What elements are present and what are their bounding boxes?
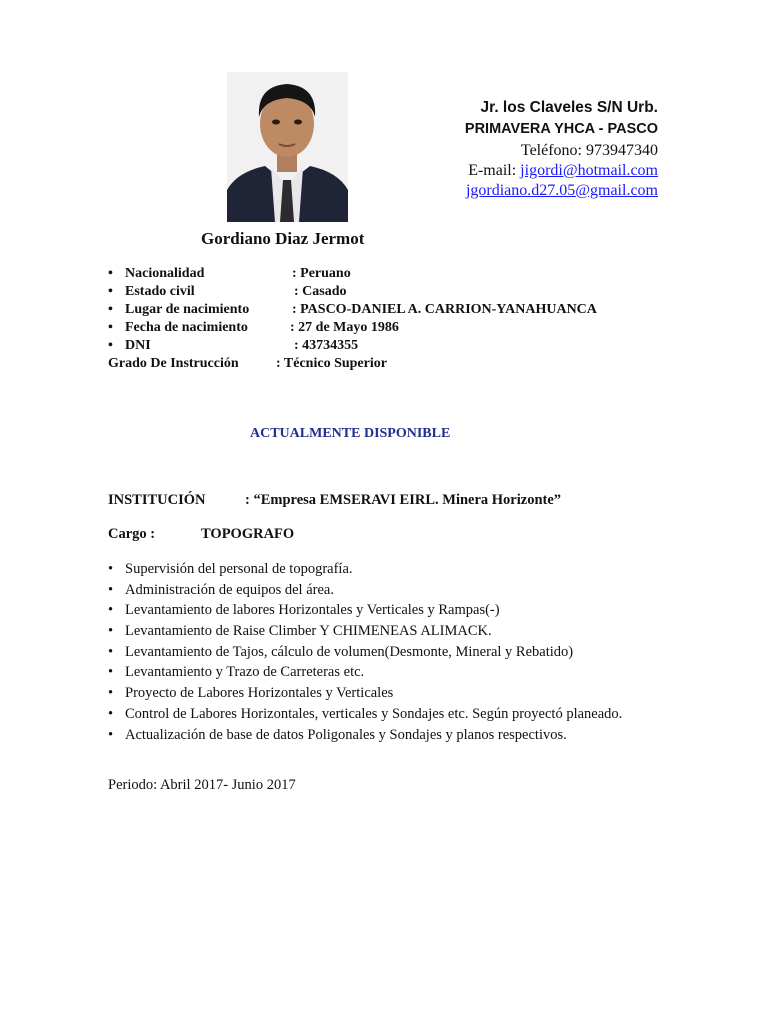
email-prefix: E-mail: (468, 162, 521, 179)
grado-label: Grado De Instrucción (108, 356, 239, 371)
info-value: : PASCO-DANIEL A. CARRION-YANAHUANCA (292, 302, 597, 317)
institution-line (108, 492, 562, 509)
task-text: Levantamiento y Trazo de Carreteras etc. (125, 664, 365, 681)
info-value: : 43734355 (294, 338, 359, 353)
task-text: Supervisión del personal de topografía. (125, 561, 353, 577)
bullet-icon: • (108, 320, 113, 335)
task-list (108, 559, 622, 745)
bullet-icon: • (108, 561, 114, 577)
email-link-1[interactable]: jigordi@hotmail.com (520, 162, 658, 179)
info-row-nacionalidad (108, 265, 351, 283)
list-item (108, 642, 622, 663)
bullet-icon: • (108, 266, 113, 281)
email-line-1 (468, 162, 658, 180)
portrait-photo (227, 72, 348, 222)
bullet-icon: • (108, 643, 114, 660)
email-link-2[interactable]: jgordiano.d27.05@gmail.com (465, 182, 658, 199)
task-text: Control de Labores Horizontales, verticales y Sondajes etc. Según proyectó planeado. (125, 705, 623, 722)
bullet-icon: • (108, 664, 114, 681)
bullet-icon: • (108, 623, 114, 640)
info-row-fecha-nacimiento (108, 319, 399, 337)
bullet-icon: • (108, 284, 113, 299)
info-value: : Casado (294, 284, 347, 299)
address-line-2: PRIMAVERA YHCA - PASCO (464, 121, 658, 137)
info-row-dni (108, 337, 359, 355)
bullet-icon: • (108, 685, 114, 702)
info-value: : Peruano (292, 266, 351, 281)
bullet-icon: • (108, 302, 113, 317)
info-label: DNI (125, 338, 151, 353)
info-label: Fecha de nacimiento (125, 320, 248, 335)
task-text: Levantamiento de Raise Climber Y CHIMENEAS ALIMACK. (125, 623, 492, 640)
task-text: Levantamiento de Tajos, cálculo de volumen(Desmonte, Mineral y Rebatido) (125, 643, 574, 660)
info-row-lugar-nacimiento (108, 301, 597, 319)
task-text: Levantamiento de labores Horizontales y Verticales y Rampas(-) (125, 602, 500, 619)
bullet-icon: • (108, 338, 113, 353)
grado-value: : Técnico Superior (276, 356, 387, 371)
cargo-value: TOPOGRAFO (201, 526, 295, 542)
bullet-icon: • (108, 602, 114, 619)
institution-label: INSTITUCIÓN (108, 492, 206, 508)
period-text: Periodo: Abril 2017- Junio 2017 (108, 777, 296, 793)
personal-info (108, 265, 597, 373)
info-label: Estado civil (125, 284, 195, 299)
cargo-line (108, 526, 295, 543)
info-row-grado (108, 355, 387, 373)
bullet-icon: • (108, 726, 114, 743)
list-item (108, 704, 622, 725)
task-text: Administración de equipos del área. (125, 581, 334, 598)
list-item (108, 621, 622, 642)
list-item (108, 580, 622, 601)
person-name: Gordiano Diaz Jermot (201, 229, 365, 248)
info-label: Nacionalidad (125, 266, 205, 281)
portrait-illustration (227, 72, 348, 222)
bullet-icon: • (108, 705, 114, 722)
phone-number: Teléfono: 973947340 (520, 142, 658, 159)
list-item (108, 662, 622, 683)
task-text: Proyecto de Labores Horizontales y Verticales (125, 685, 394, 702)
list-item (108, 600, 622, 621)
task-text: Actualización de base de datos Poligonales y Sondajes y planos respectivos. (125, 726, 567, 743)
address-line-1: Jr. los Claveles S/N Urb. (480, 99, 658, 116)
cargo-label: Cargo : (108, 526, 156, 542)
info-row-estado-civil (108, 283, 347, 301)
info-label: Lugar de nacimiento (125, 302, 250, 317)
institution-value: : “Empresa EMSERAVI EIRL. Minera Horizonte” (245, 492, 562, 508)
list-item (108, 683, 622, 704)
email-line-2 (466, 182, 658, 200)
availability-status: ACTUALMENTE DISPONIBLE (250, 426, 451, 441)
bullet-icon: • (108, 581, 114, 598)
info-value: : 27 de Mayo 1986 (290, 320, 399, 335)
list-item (108, 725, 622, 746)
list-item (108, 559, 622, 580)
